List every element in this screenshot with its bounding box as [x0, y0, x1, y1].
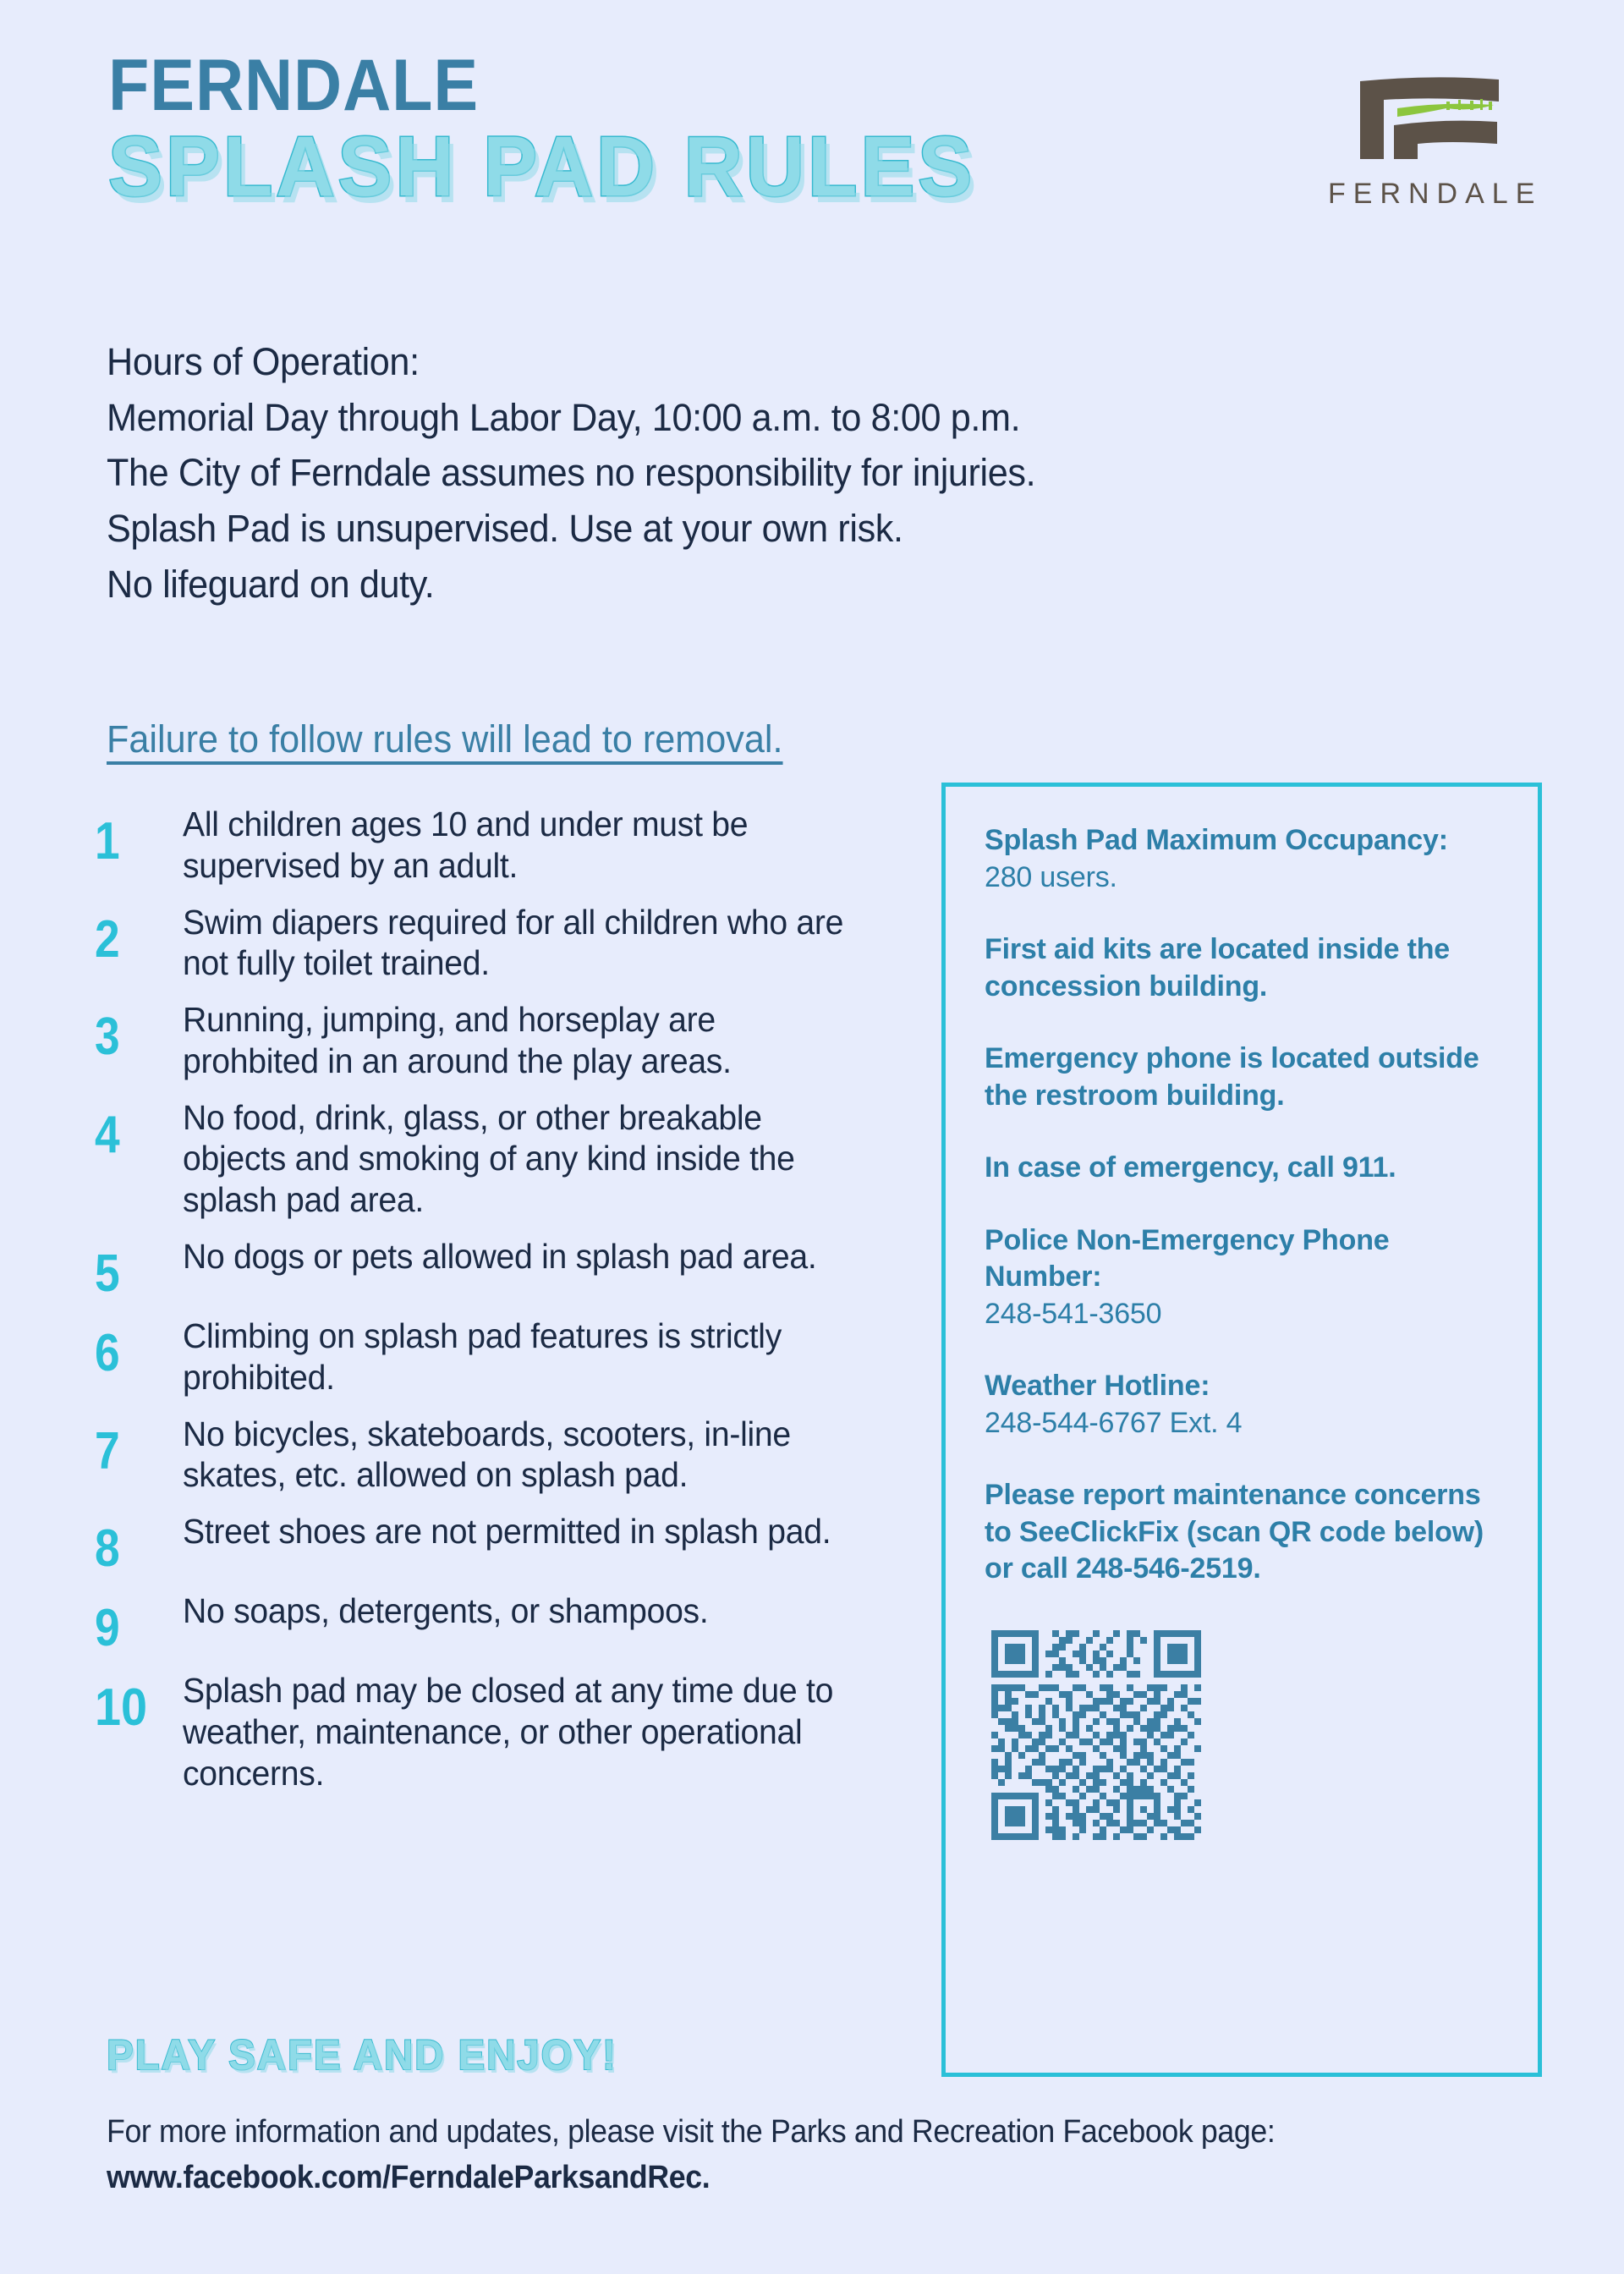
list-item [95, 1670, 890, 1793]
rule-text: Street shoes are not permitted in splash pad. [183, 1512, 831, 1552]
page-title-splash-pad-rules: SPLASH PAD RULES [108, 119, 976, 215]
rule-number: 7 [95, 1421, 120, 1480]
rule-number: 9 [95, 1599, 120, 1658]
rule-number: 10 [95, 1678, 148, 1738]
failure-notice: Failure to follow rules will lead to removal. [107, 717, 783, 761]
maintenance-info: Please report maintenance concerns to SeeClickFix (scan QR code below) or call 248-546-2519. [985, 1479, 1484, 1585]
rule-number: 3 [95, 1008, 120, 1067]
list-item [95, 1511, 890, 1579]
ferndale-f-logo-icon [1345, 74, 1514, 166]
rule-text: No food, drink, glass, or other breakable objects and smoking of any kind inside the splash pad area. [183, 1097, 795, 1220]
list-item [95, 902, 890, 985]
hours-of-operation-block [107, 342, 1333, 619]
rule-text: Swim diapers required for all children who are not fully toilet trained. [183, 902, 844, 983]
safety-info-box [941, 783, 1542, 2077]
rule-number: 4 [95, 1105, 120, 1164]
rule-text: No bicycles, skateboards, scooters, in-line skates, etc. allowed on splash pad. [183, 1414, 791, 1495]
rule-text: Running, jumping, and horseplay are prohbited in an around the play areas. [183, 1000, 732, 1080]
first-aid-info: First aid kits are located inside the concession building. [985, 933, 1450, 1002]
weather-hotline-info [985, 1368, 1499, 1442]
page-title-ferndale: FERNDALE [108, 45, 480, 126]
hours-line: Hours of Operation: [107, 340, 420, 383]
occupancy-info [985, 822, 1499, 896]
rule-number: 6 [95, 1324, 120, 1383]
footer-line-1: For more information and updates, please visit the Parks and Recreation Facebook page: [107, 2114, 1276, 2150]
police-label: Police Non-Emergency Phone Number: [985, 1223, 1390, 1294]
list-item [95, 999, 890, 1082]
footer-facebook-url[interactable]: www.facebook.com/FerndaleParksandRec. [107, 2159, 710, 2195]
list-item [95, 804, 890, 887]
rule-text: All children ages 10 and under must be supervised by an adult. [183, 805, 749, 885]
ferndale-logo [1328, 74, 1543, 211]
list-item [95, 1236, 890, 1304]
rule-number: 8 [95, 1519, 120, 1579]
list-item [95, 1590, 890, 1658]
weather-label: Weather Hotline: [985, 1370, 1210, 1403]
police-phone-info [985, 1222, 1499, 1333]
list-item [95, 1414, 890, 1497]
occupancy-label: Splash Pad Maximum Occupancy: [985, 824, 1448, 856]
rule-number: 1 [95, 812, 120, 871]
hours-line: Memorial Day through Labor Day, 10:00 a.m. to 8:00 p.m. [107, 395, 1021, 439]
ferndale-logo-wordmark: FERNDALE [1328, 178, 1543, 210]
rule-text: Climbing on splash pad features is strictly prohibited. [183, 1316, 782, 1397]
police-number: 248-541-3650 [985, 1297, 1162, 1330]
list-item [95, 1097, 890, 1221]
emergency-call-info: In case of emergency, call 911. [985, 1151, 1396, 1184]
rule-number: 2 [95, 909, 120, 969]
weather-number: 248-544-6767 Ext. 4 [985, 1406, 1243, 1439]
rule-text: No dogs or pets allowed in splash pad area. [183, 1237, 817, 1277]
rules-list [95, 804, 890, 1810]
footer-info [107, 2115, 1561, 2206]
play-safe-banner: PLAY SAFE AND ENJOY! [107, 2031, 617, 2079]
seeclickfix-qr-code[interactable] [985, 1623, 1208, 1847]
list-item [95, 1316, 890, 1398]
hours-line: No lifeguard on duty. [107, 562, 435, 606]
rule-text: Splash pad may be closed at any time due to weather, maintenance, or other operational concerns. [183, 1671, 834, 1793]
poster-header [108, 45, 1292, 215]
rule-text: No soaps, detergents, or shampoos. [183, 1591, 709, 1631]
hours-line: The City of Ferndale assumes no responsibility for injuries. [107, 451, 1036, 495]
occupancy-value: 280 users. [985, 860, 1117, 893]
emergency-phone-info: Emergency phone is located outside the restroom building. [985, 1042, 1479, 1112]
rule-number: 5 [95, 1244, 120, 1304]
hours-line: Splash Pad is unsupervised. Use at your own risk. [107, 507, 903, 551]
